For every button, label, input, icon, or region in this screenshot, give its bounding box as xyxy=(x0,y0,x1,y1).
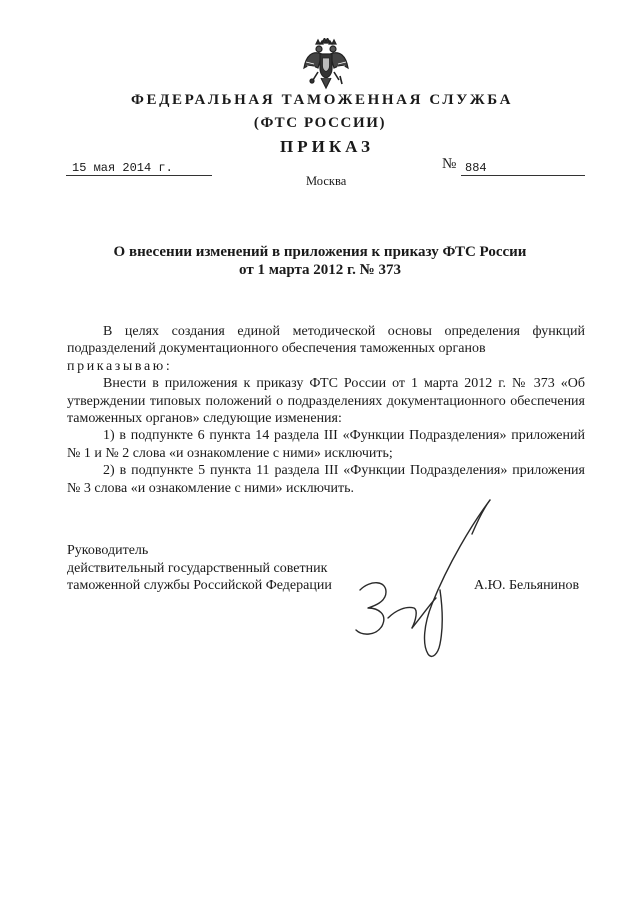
document-date: 15 мая 2014 г. xyxy=(66,161,212,176)
signatory-title-line-2: действительный государственный советник xyxy=(67,560,328,576)
agency-name: ФЕДЕРАЛЬНАЯ ТАМОЖЕННАЯ СЛУЖБА xyxy=(130,92,514,108)
signatory-title-line-3: таможенной службы Российской Федерации xyxy=(67,578,332,594)
russian-double-headed-eagle-icon xyxy=(302,38,350,92)
preamble-paragraph: В целях создания единой методической основы определения функций подразделений документационного обеспечения таможенных органов xyxy=(67,324,585,357)
handwritten-signature xyxy=(352,494,492,664)
change-item-1: 1) в подпункте 6 пункта 14 раздела III «Функции Подразделения» приложений № 1 и № 2 слова «и ознакомление с ними» исключить; xyxy=(67,428,585,461)
signatory-title-line-1: Руководитель xyxy=(67,543,149,558)
change-item-2: 2) в подпункте 5 пункта 11 раздела III «Функции Подразделения» приложения № 3 слова «и ознакомление с ними» исключить. xyxy=(67,463,585,496)
intro-paragraph: Внести в приложения к приказу ФТС России от 1 марта 2012 г. № 373 «Об утверждении типовых положений о подразделениях документационного обеспечения таможенных органов» следующие изменения: xyxy=(67,376,585,427)
document-number-label: № xyxy=(442,156,457,172)
signatory-name: А.Ю. Бельянинов xyxy=(474,578,580,593)
document-type: ПРИКАЗ xyxy=(280,137,374,156)
subject-line-2: от 1 марта 2012 г. № 373 xyxy=(239,262,401,278)
document-subject xyxy=(0,243,640,279)
document-city: Москва xyxy=(306,174,347,188)
order-word: приказываю: xyxy=(67,358,173,374)
subject-line-1: О внесении изменений в приложения к приказу ФТС России xyxy=(113,244,527,260)
signatory-title-block xyxy=(67,542,332,595)
document-number: 884 xyxy=(461,161,585,176)
agency-abbreviation: (ФТС РОССИИ) xyxy=(253,115,387,131)
document-body xyxy=(67,323,585,497)
